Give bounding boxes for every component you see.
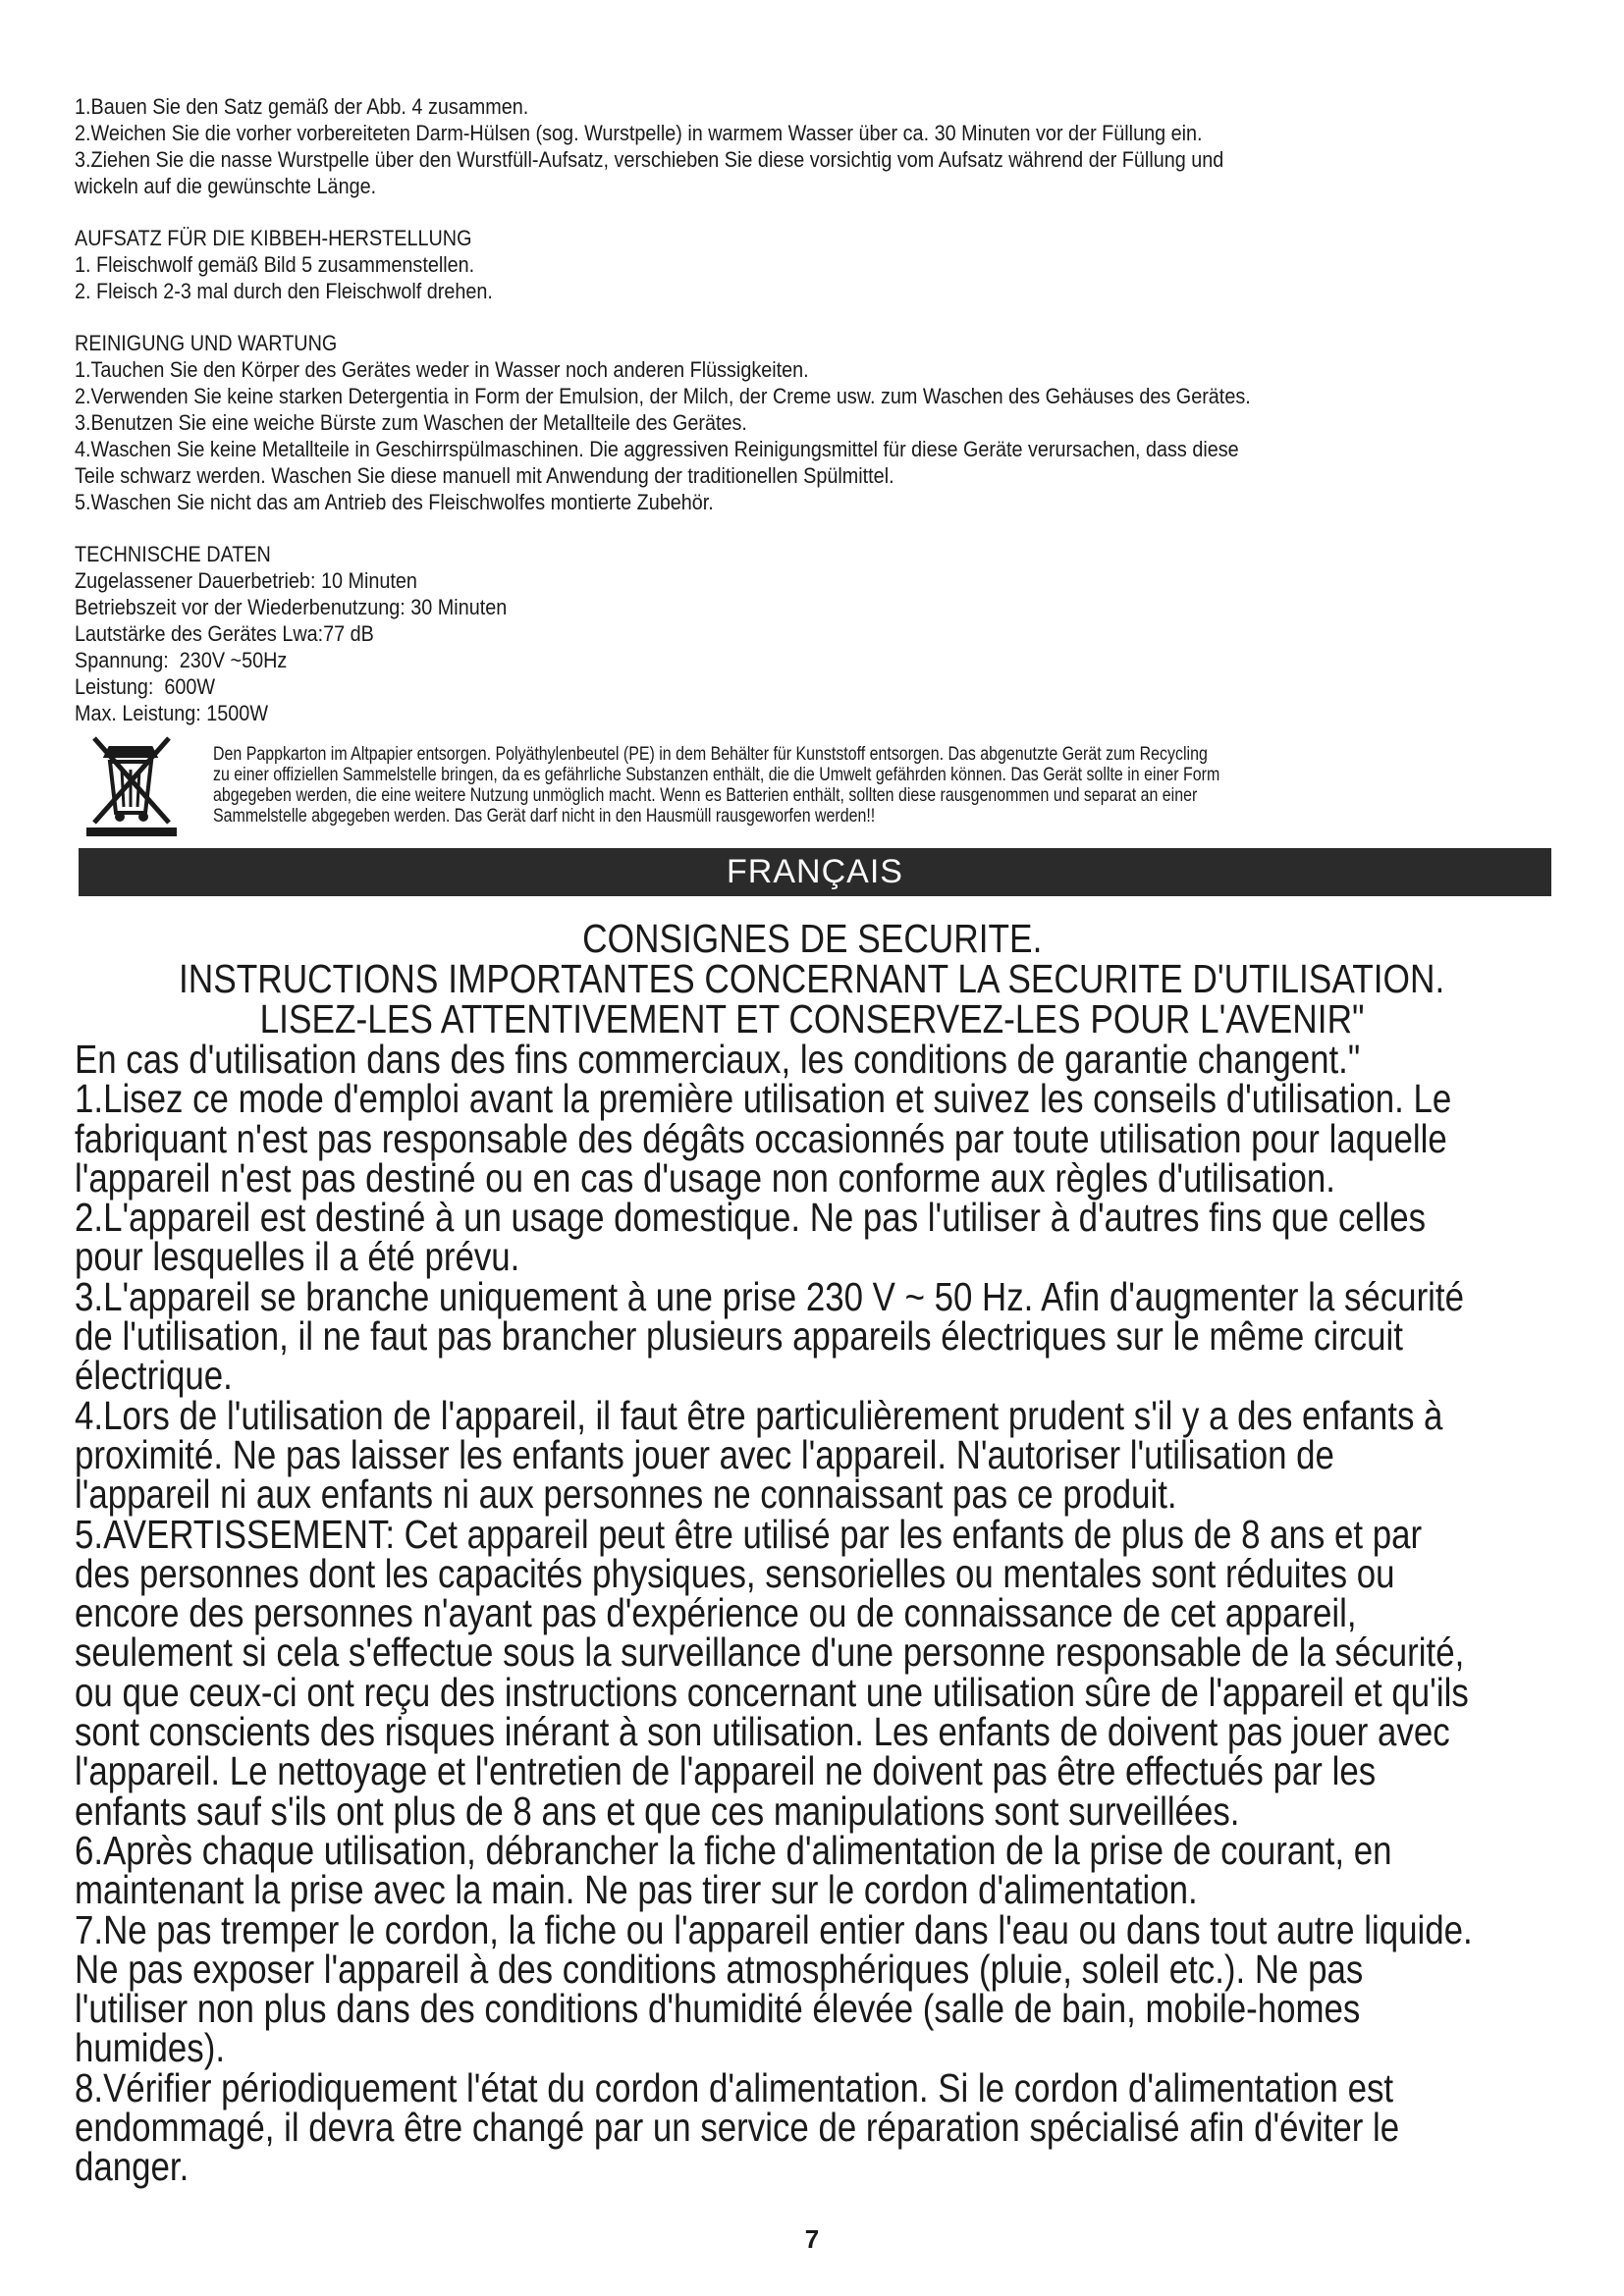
recycling-line: Sammelstelle abgegeben werden. Das Gerät darf nicht in den Hausmüll rausgeworfen werden!! (213, 806, 876, 827)
safety-title (0, 916, 1624, 961)
safety-line: danger. (75, 2144, 189, 2190)
safety-line: sont conscients des risques inérant à son utilisation. Les enfants de doivent pas jouer avec (75, 1709, 1450, 1755)
safety-subtitle (0, 956, 1624, 1001)
tech-data-line: Max. Leistung: 1500W (75, 701, 269, 725)
cleaning-section (75, 330, 1400, 515)
tech-data-line: Spannung: 230V ~50Hz (75, 648, 288, 672)
recycling-notice (82, 732, 1575, 840)
safety-line: enfants sauf s'ils ont plus de 8 ans et que ces manipulations sont surveillées. (75, 1788, 1240, 1834)
assembly-step: 2.Weichen Sie die vorher vorbereiteten Darm-Hülsen (sog. Wurstpelle) in warmem Wasser über ca. 30 Minuten vor der Füllung ein. (75, 121, 1203, 145)
safety-subtitle-text: INSTRUCTIONS IMPORTANTES CONCERNANT LA SECURITE D'UTILISATION. (179, 956, 1445, 1001)
german-section (75, 93, 1400, 726)
french-safety-text (75, 1037, 1543, 2190)
assembly-step: 1.Bauen Sie den Satz gemäß der Abb. 4 zusammen. (75, 94, 529, 119)
recycling-line: zu einer offiziellen Sammelstelle bringen, da es gefährliche Substanzen enthält, die die Umwelt gefährden können. Das Gerät sollte in einer Form (213, 765, 1220, 785)
safety-line: En cas d'utilisation dans des fins commerciaux, les conditions de garantie changent." (75, 1037, 1361, 1082)
cleaning-step: 5.Waschen Sie nicht das am Antrieb des Fleischwolfes montierte Zubehör. (75, 490, 714, 514)
cleaning-step: 4.Waschen Sie keine Metallteile in Geschirrspülmaschinen. Die aggressiven Reinigungsmittel für diese Geräte verursachen, dass diese (75, 437, 1239, 461)
language-section-bar: FRANÇAIS (79, 848, 1551, 896)
safety-line: l'utiliser non plus dans des conditions d'humidité élevée (salle de bain, mobile-homes (75, 1986, 1361, 2032)
safety-line: 4.Lors de l'utilisation de l'appareil, il faut être particulièrement prudent s'il y a des enfants à (75, 1392, 1443, 1438)
tech-data-line: Leistung: 600W (75, 674, 216, 699)
safety-line: 2.L'appareil est destiné à un usage domestique. Ne pas l'utiliser à d'autres fins que celles (75, 1195, 1427, 1241)
tech-data-line: Lautstärke des Gerätes Lwa:77 dB (75, 621, 374, 646)
tech-data-heading: TECHNISCHE DATEN (75, 542, 271, 566)
safety-line: proximité. Ne pas laisser les enfants jouer avec l'appareil. N'autoriser l'utilisation de (75, 1431, 1334, 1477)
assembly-steps (75, 93, 1400, 199)
safety-subtitle-2 (0, 996, 1624, 1041)
safety-line: maintenant la prise avec la main. Ne pas tirer sur le cordon d'alimentation. (75, 1867, 1198, 1913)
safety-line: encore des personnes n'ayant pas d'expérience ou de connaissance de cet appareil, (75, 1590, 1357, 1636)
recycling-line: Den Pappkarton im Altpapier entsorgen. Polyäthylenbeutel (PE) in dem Behälter für Kunststoff entsorgen. Das abgenutzte Gerät zum Recycling (213, 744, 1208, 765)
safety-line: électrique. (75, 1353, 233, 1399)
recycling-line: abgegeben werden, die eine weitere Nutzung unmöglich macht. Wenn es Batterien enthält, sollten diese rausgenommen und separat an einer (213, 785, 1198, 806)
cleaning-step: Teile schwarz werden. Waschen Sie diese manuell mit Anwendung der traditionellen Spülmittel. (75, 463, 894, 488)
safety-line: 7.Ne pas tremper le cordon, la fiche ou l'appareil entier dans l'eau ou dans tout autre liquide. (75, 1906, 1473, 1952)
recycling-text (213, 744, 1549, 827)
cleaning-step: 3.Benutzen Sie eine weiche Bürste zum Waschen der Metallteile des Gerätes. (75, 410, 747, 435)
crossed-out-wheelie-bin-icon (82, 732, 181, 838)
safety-line: ou que ceux-ci ont reçu des instructions concernant une utilisation sûre de l'appareil et qu'ils (75, 1669, 1469, 1715)
safety-line: l'appareil n'est pas destiné ou en cas d'usage non conforme aux règles d'utilisation. (75, 1154, 1335, 1201)
safety-line: de l'utilisation, il ne faut pas brancher plusieurs appareils électriques sur le même circuit (75, 1313, 1403, 1360)
tech-data-line: Zugelassener Dauerbetrieb: 10 Minuten (75, 568, 417, 593)
safety-line: 3.L'appareil se branche uniquement à une prise 230 V ~ 50 Hz. Afin d'augmenter la sécurité (75, 1273, 1464, 1319)
safety-line: Ne pas exposer l'appareil à des conditions atmosphériques (pluie, soleil etc.). Ne pas (75, 1946, 1364, 1992)
kibbeh-heading: AUFSATZ FÜR DIE KIBBEH-HERSTELLUNG (75, 226, 472, 250)
cleaning-heading: REINIGUNG UND WARTUNG (75, 331, 338, 355)
kibbeh-section (75, 225, 1400, 304)
safety-line: humides). (75, 2025, 226, 2071)
cleaning-step: 1.Tauchen Sie den Körper des Gerätes weder in Wasser noch anderen Flüssigkeiten. (75, 357, 809, 382)
page-number: 7 (804, 2224, 820, 2254)
safety-title-text: CONSIGNES DE SECURITE. (581, 916, 1043, 961)
kibbeh-step: 1. Fleischwolf gemäß Bild 5 zusammenstellen. (75, 252, 475, 277)
safety-line: 8.Vérifier périodiquement l'état du cordon d'alimentation. Si le cordon d'alimentation est (75, 2064, 1394, 2110)
safety-line: seulement si cela s'effectue sous la surveillance d'une personne responsable de la sécurité, (75, 1629, 1465, 1676)
tech-data-section (75, 541, 1400, 726)
safety-line: pour lesquelles il a été prévu. (75, 1234, 520, 1280)
cleaning-step: 2.Verwenden Sie keine starken Detergentia in Form der Emulsion, der Milch, der Creme usw. zum Waschen des Gehäuses des Gerätes. (75, 384, 1251, 408)
assembly-step: 3.Ziehen Sie die nasse Wurstpelle über den Wurstfüll-Aufsatz, verschieben Sie diese vorsichtig vom Aufsatz während der Füllung und (75, 147, 1224, 172)
safety-line: endommagé, il devra être changé par un service de réparation spécialisé afin d'éviter le (75, 2105, 1400, 2151)
safety-line: l'appareil ni aux enfants ni aux personnes ne connaissant pas ce produit. (75, 1471, 1177, 1518)
safety-line: 5.AVERTISSEMENT: Cet appareil peut être utilisé par les enfants de plus de 8 ans et par (75, 1511, 1423, 1557)
safety-line: fabriquant n'est pas responsable des dégâts occasionnés par toute utilisation pour laquelle (75, 1115, 1447, 1161)
safety-line: 6.Après chaque utilisation, débrancher la fiche d'alimentation de la prise de courant, en (75, 1827, 1392, 1873)
safety-subtitle-2-text: LISEZ-LES ATTENTIVEMENT ET CONSERVEZ-LES POUR L'AVENIR" (259, 996, 1365, 1041)
assembly-step: wickeln auf die gewünschte Länge. (75, 174, 377, 198)
tech-data-line: Betriebszeit vor der Wiederbenutzung: 30 Minuten (75, 595, 508, 619)
safety-line: 1.Lisez ce mode d'emploi avant la première utilisation et suivez les conseils d'utilisation. Le (75, 1076, 1452, 1122)
kibbeh-step: 2. Fleisch 2-3 mal durch den Fleischwolf drehen. (75, 279, 493, 303)
safety-line: l'appareil. Le nettoyage et l'entretien de l'appareil ne doivent pas être effectués par les (75, 1748, 1377, 1794)
safety-line: des personnes dont les capacités physiques, sensorielles ou mentales sont réduites ou (75, 1550, 1395, 1596)
